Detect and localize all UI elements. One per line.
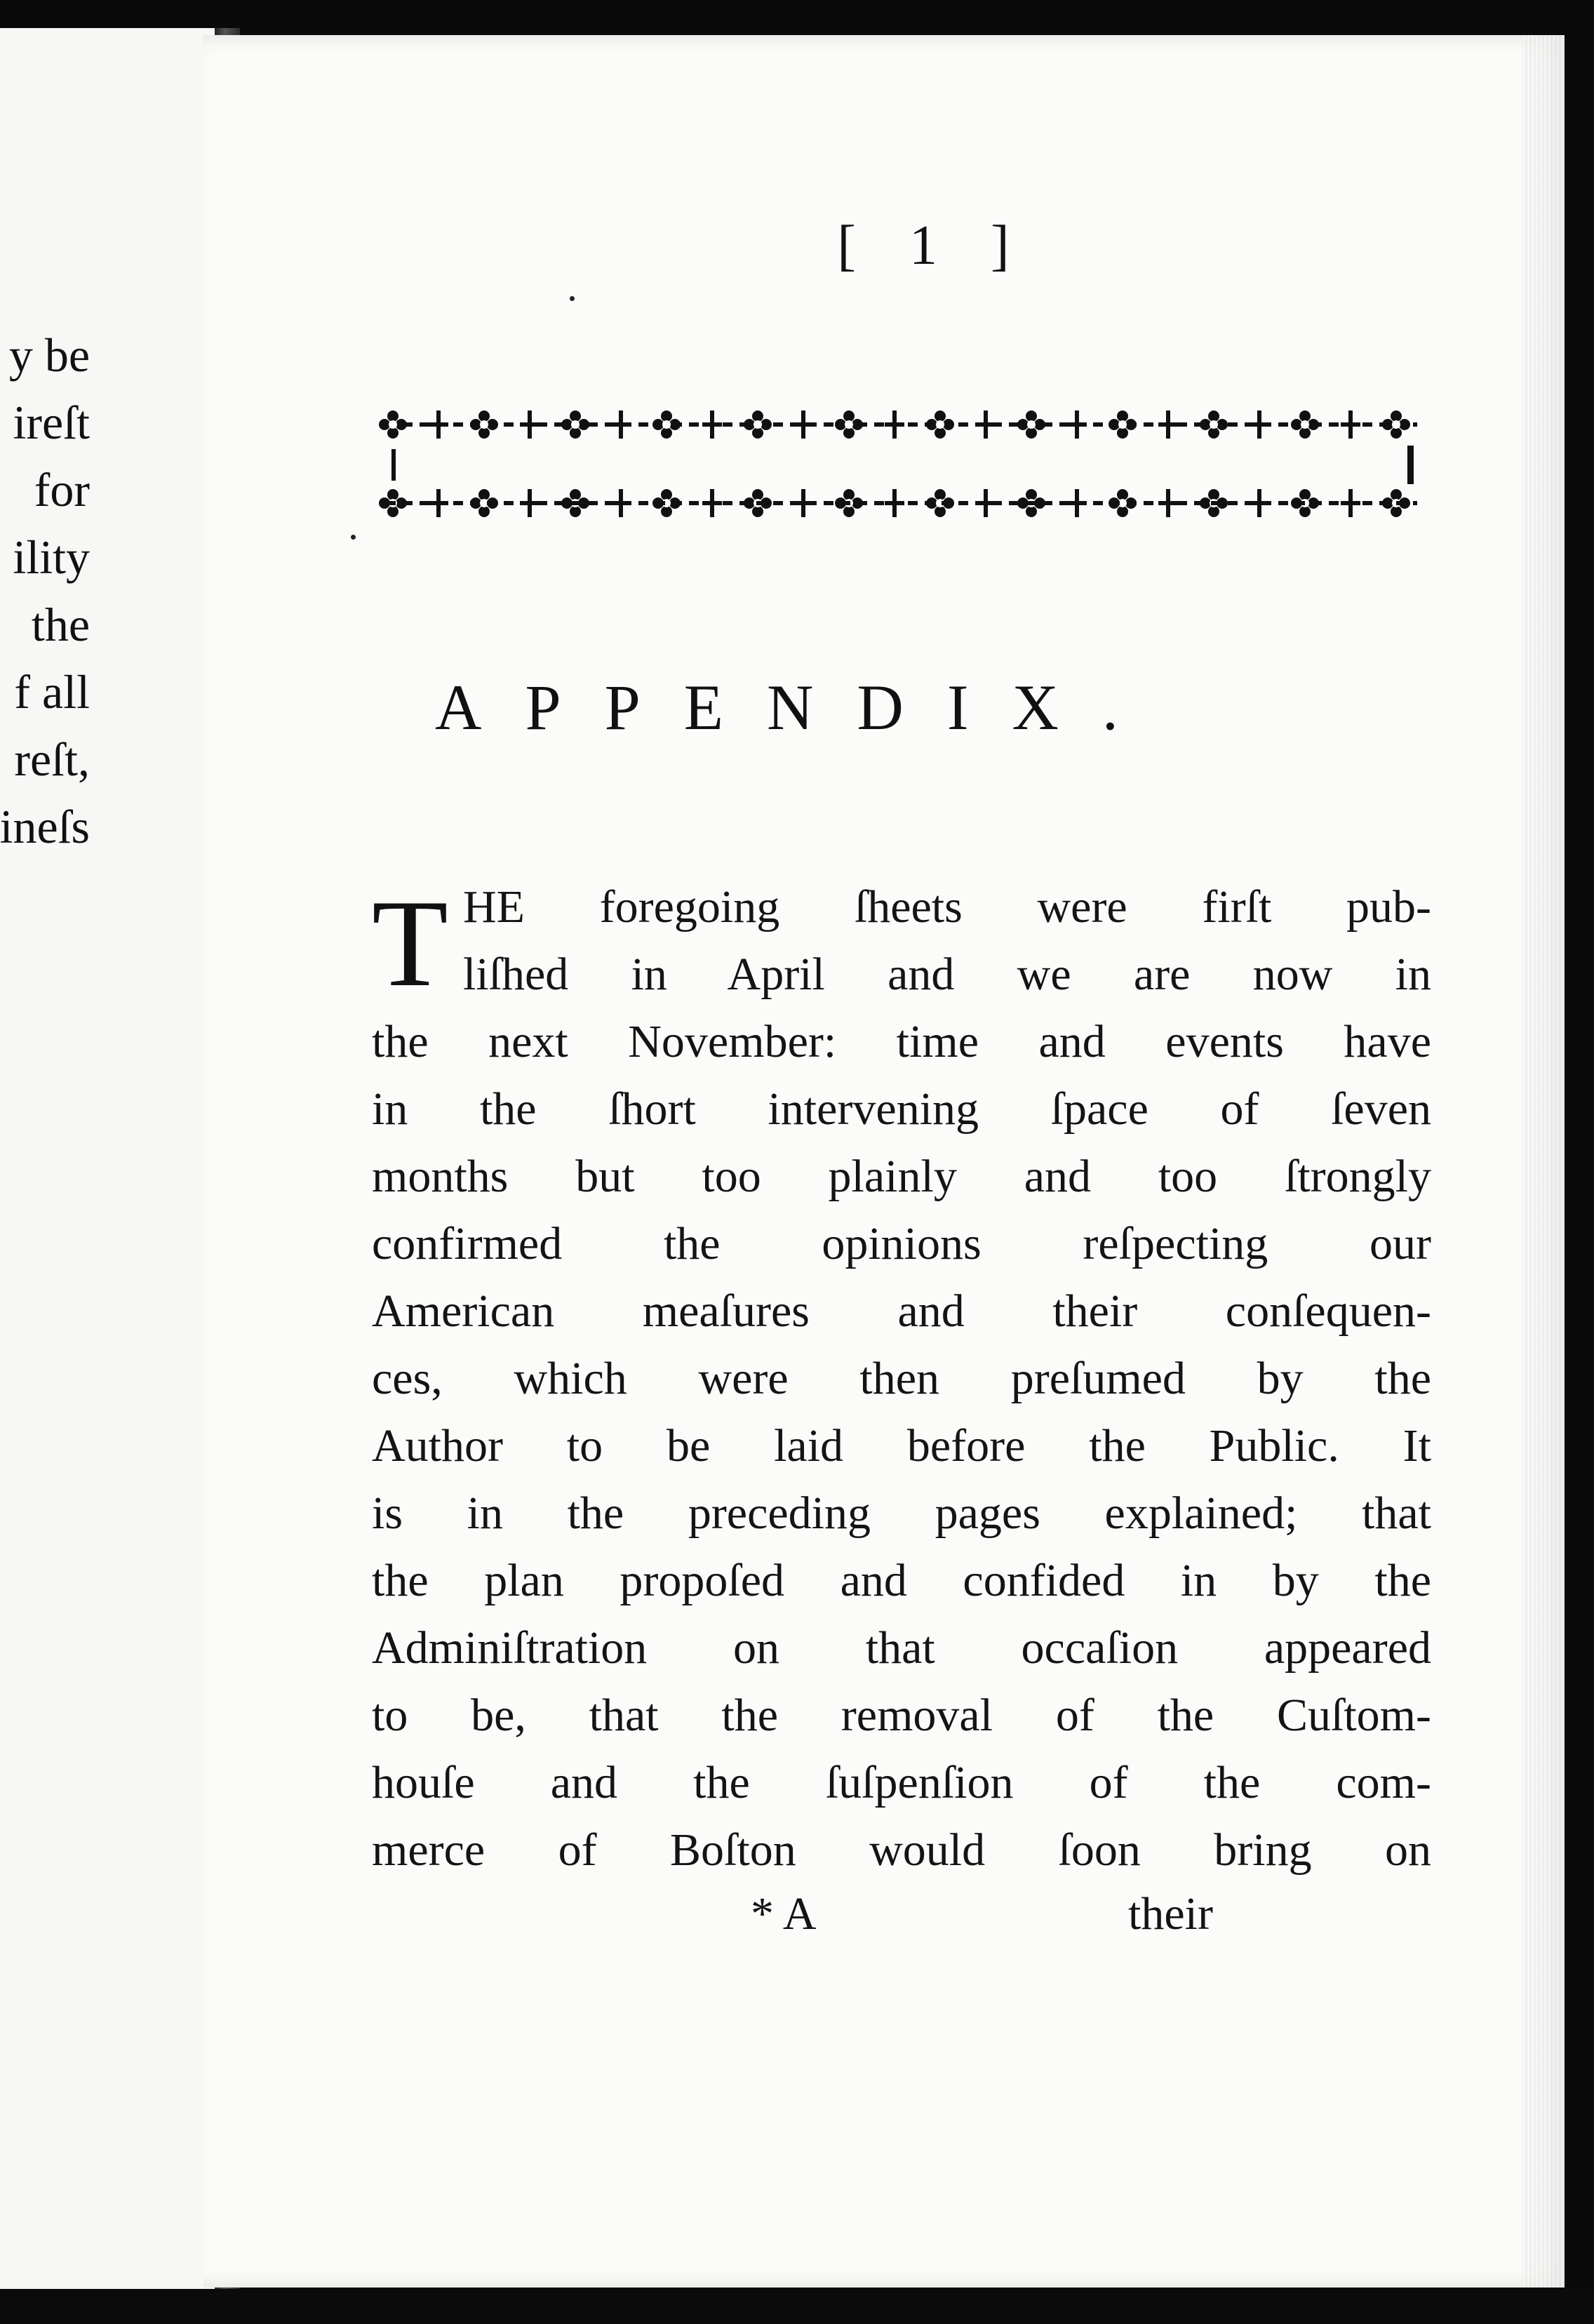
fleuron-icon	[1382, 410, 1410, 439]
cross-ornament-icon	[793, 410, 813, 439]
cross-ornament-icon	[520, 410, 540, 439]
cross-ornament-icon	[1341, 410, 1360, 439]
text-line: HE foregoing ſheets were firſt pub-	[463, 881, 1431, 933]
text-line: American meaſures and their conſequen-	[372, 1285, 1431, 1337]
fleuron-icon	[470, 410, 498, 439]
text-line: to be, that the removal of the Cuſtom-	[372, 1690, 1431, 1741]
text-line: in the ſhort intervening ſpace of ſeven	[372, 1083, 1431, 1135]
text-line: the plan propoſed and confided in by the	[372, 1555, 1431, 1606]
fleuron-icon	[1200, 410, 1228, 439]
text-line: Adminiſtration on that occaſion appeared	[372, 1622, 1431, 1674]
signature-mark: * A	[751, 1888, 817, 1939]
text-line: liſhed in April and we are now in	[463, 949, 1431, 1000]
text-line: ces, which were then preſumed by the	[372, 1353, 1431, 1404]
fleuron-icon	[1017, 410, 1045, 439]
text-line: the next November: time and events have	[372, 1016, 1431, 1067]
page-number: [ 1 ]	[837, 215, 1029, 276]
text-line: Author to be laid before the Public. It	[372, 1420, 1431, 1471]
left-text-fragment: f all	[14, 665, 90, 719]
fleuron-icon	[1109, 410, 1137, 439]
left-text-fragment: ility	[13, 530, 90, 584]
cross-ornament-icon	[885, 410, 904, 439]
appendix-page	[203, 35, 1565, 2288]
text-line: merce of Boſton would ſoon bring on	[372, 1824, 1431, 1876]
cross-ornament-icon	[1158, 410, 1178, 439]
fleuron-icon	[652, 410, 681, 439]
left-text-fragment: for	[34, 463, 90, 516]
text-line: houſe and the ſuſpenſion of the com-	[372, 1757, 1431, 1808]
cross-ornament-icon	[1250, 410, 1269, 439]
left-text-fragment: ireſt	[13, 396, 90, 449]
left-text-fragment: reſt,	[14, 733, 90, 786]
fleuron-icon	[744, 410, 772, 439]
fleuron-icon	[926, 410, 954, 439]
facing-page-left	[0, 28, 217, 2295]
cross-ornament-icon	[702, 410, 722, 439]
text-line: is in the preceding pages explained; that	[372, 1488, 1431, 1539]
scan-bottom-edge	[0, 2289, 1594, 2324]
cross-ornament-icon	[611, 410, 631, 439]
fleuron-icon	[835, 410, 863, 439]
text-line: confirmed the opinions reſpecting our	[372, 1218, 1431, 1269]
text-line: months but too plainly and too ſtrongly	[372, 1151, 1431, 1202]
left-text-fragment: y be	[8, 328, 90, 382]
drop-cap: T	[372, 874, 448, 1013]
left-text-fragment: ineſs	[0, 800, 90, 853]
fleuron-icon	[379, 410, 407, 439]
ink-speck	[351, 535, 356, 540]
appendix-heading: APPENDIX.	[435, 672, 1162, 743]
cross-ornament-icon	[1067, 410, 1087, 439]
left-text-fragment: the	[31, 598, 90, 651]
body-text	[372, 874, 1431, 1884]
cross-ornament-icon	[976, 410, 996, 439]
ink-speck	[570, 296, 575, 301]
fleuron-icon	[1291, 410, 1319, 439]
catchword: their	[1128, 1888, 1213, 1939]
cross-ornament-icon	[429, 410, 448, 439]
printers-ornament-border	[372, 382, 1431, 544]
fleuron-icon	[561, 410, 589, 439]
